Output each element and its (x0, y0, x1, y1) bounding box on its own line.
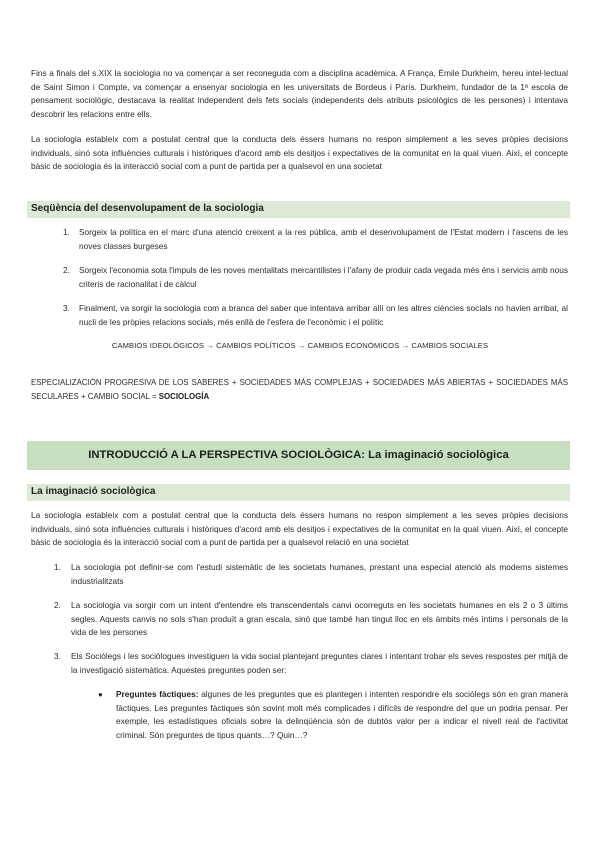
list-item: Finalment, va sorgir la sociologia com a branca del saber que intentava arribar allí on les altres ciències socials no havien arribat, al nucli de les pròpies relacions socials, més enllà de l'esfera de l'econòmic i el polític (79, 303, 568, 327)
list-number: 3. (63, 303, 70, 313)
chapter-title-bar (27, 441, 570, 470)
bullet-item-factual (116, 688, 568, 742)
list-item: Sorgeix l'economia sota l'impuls de les noves mentalitats mercantilistes i l'afany de produir cada vegada més éns i servicis amb nous criteris de racionalitat i de càlcul (79, 265, 568, 289)
bullet-dot-icon: ● (98, 690, 103, 699)
list-number: 3. (54, 651, 61, 661)
intro-paragraph-2: La sociologia estableix com a postulat central que la conducta dels éssers humans no respon simplement a les seves pròpies decisions individuals, sinó sota influències culturals i històriques d'acord amb els desitjos i expectatives de la comunitat en la qual viuen. Així, el concepte bàsic de sociologia és la interacció social com a punt de partida per a qualsevol en una societat (31, 134, 568, 172)
formula-text: ESPECIALIZACIÓN PROGRESIVA DE LOS SABERES + SOCIEDADES MÁS COMPLEJAS + SOCIEDADES MÁS ABIERTAS + SOCIEDADES MÁS SECULARES + CAMBIO SOCIAL = (31, 378, 568, 401)
imagination-paragraph: La sociologia estableix com a postulat central que la conducta dels éssers humans no respon simplement a les seves pròpies decisions individuals, sinó sota influències culturals i històriques d'acord amb els desitjos i expectatives de la comunitat en la qual viuen. Així, el concepte bàsic de sociologia és la interacció social com a punt de partida per a qualsevol relació en una societat (31, 510, 568, 548)
list-item: La sociologia va sorgir com un intent d'entendre els transcendentals canvi ocorreguts en les societats humanes en els 2 o 3 últims segles. Aquests canvis no sols s'han produït a gran escala, sinó que també han tingut lloc en els àmbits més íntims i personals de la vida de les persones (71, 600, 568, 638)
changes-flow: CAMBIOS IDEOLÓGICOS → CAMBIOS POLÍTICOS → CAMBIOS ECONÓMICOS → CAMBIOS SOCIALES (111, 341, 489, 350)
intro-paragraph-1: Fins a finals del s.XIX la sociologia no va començar a ser reconeguda com a disciplina acadèmica. A França, Émile Durkheim, hereu intel·lectual de Saint Simon i Compte, va començar a ensenyar sociologia en les universitats de Bordeus i París. Durkheim, fundador de la 1ª escola de pensament sociològic, destacava la realitat independent dels fets socials (independents dels atributs psicològics de les persones) i intentava descobrir les relacions entre ells. (31, 68, 568, 119)
bullet-text: algunes de les preguntes que es plantegen i intenten respondre els sociòlegs són en gran manera fàctiques. Les preguntes fàctiques són sovint molt més complicades i difícils de respondre del que un podria pensar. Per exemple, les estadístiques oficials sobre la delinqüència són de dubtós valor per a indicar el nivell real de l'activitat criminal. Són preguntes de tipus quants…? Quin…? (116, 689, 568, 740)
section-heading-imagination-text: La imaginació sociològica (31, 486, 156, 497)
list-number: 1. (54, 562, 61, 572)
section-heading-imagination (27, 484, 570, 501)
list-number: 1. (63, 227, 70, 237)
section-heading-sequence-text: Seqüència del desenvolupament de la sociologia (31, 203, 264, 214)
section-heading-sequence (27, 201, 570, 218)
formula-paragraph (31, 376, 568, 403)
list-item: La sociologia pot definir-se com l'estudi sistemàtic de les societats humanes, prestant una especial atenció als moderns sistemes industrialitzats (71, 562, 568, 586)
chapter-title: INTRODUCCIÓ A LA PERSPECTIVA SOCIOLÒGICA: La imaginació sociològica (88, 449, 509, 461)
list-number: 2. (63, 265, 70, 275)
list-number: 2. (54, 600, 61, 610)
list-item: Sorgeix la política en el marc d'una atenció creixent a la res pública, amb el desenvolupament de l'Estat modern i l'ascens de les noves classes burgeses (79, 227, 568, 251)
formula-result: SOCIOLOGÍA (158, 391, 210, 401)
bullet-term: Preguntes fàctiques: (116, 689, 199, 699)
list-item: Els Sociòlegs i les sociòlogues investiguen la vida social plantejant preguntes clares i intentant trobar els seves respostes per mitjà de la investigació sistemàtica. Aquestes preguntes poden ser: (71, 651, 568, 675)
